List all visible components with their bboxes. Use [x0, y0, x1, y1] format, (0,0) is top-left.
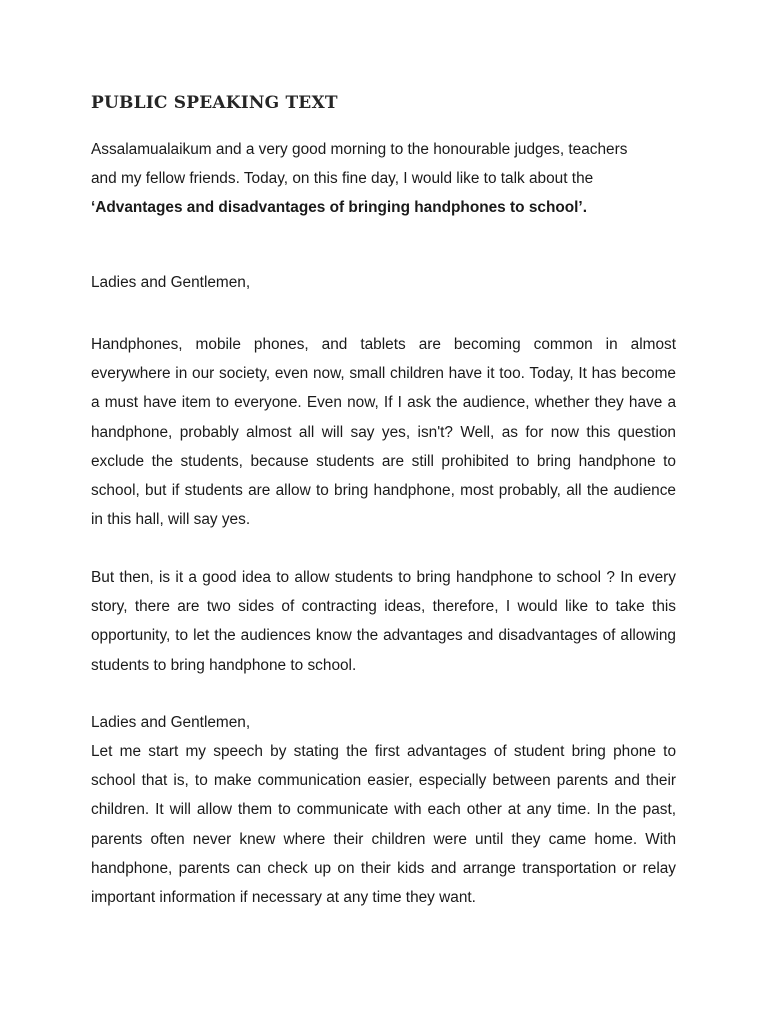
paragraph-2: But then, is it a good idea to allow students to bring handphone to school ? In every story, there are two sides of contracting ideas, therefore, I would like to take this opportunity, to let the audiences know the advantages and disadvantages of allowing students to bring handphone to school.	[91, 569, 676, 674]
paragraph-1: Handphones, mobile phones, and tablets are becoming common in almost everywhere in our society, even now, small children have it too. Today, It has become a must have item to everyone. Even now, If I ask the audience, whether they have a handphone, probably almost all will say yes, isn't? Well, as for now this question exclude the students, because students are still prohibited to bring handphone to school, but if students are allow to bring handphone, most probably, all the audience in this hall, will say yes.	[91, 336, 676, 529]
intro-line-2: and my fellow friends. Today, on this fine day, I would like to talk about the	[91, 170, 594, 188]
greeting-second: Ladies and Gentlemen,	[91, 714, 251, 731]
greeting-first: Ladies and Gentlemen,	[91, 274, 251, 291]
paragraph-3: Let me start my speech by stating the first advantages of student bring phone to school that is, to make communication easier, especially between parents and their children. It will allow them to communicate with each other at any time. In the past, parents often never knew where their children were until they came home. With handphone, parents can check up on their kids and arrange transportation or relay important information if necessary at any time they want.	[91, 743, 676, 907]
speech-topic: ‘Advantages and disadvantages of bringing handphones to school’.	[91, 199, 587, 217]
document-title: PUBLIC SPEAKING TEXT	[91, 93, 338, 113]
intro-paragraph	[91, 135, 676, 223]
document-page	[91, 0, 676, 1024]
intro-line-1: Assalamualaikum and a very good morning to the honourable judges, teachers	[91, 141, 628, 158]
